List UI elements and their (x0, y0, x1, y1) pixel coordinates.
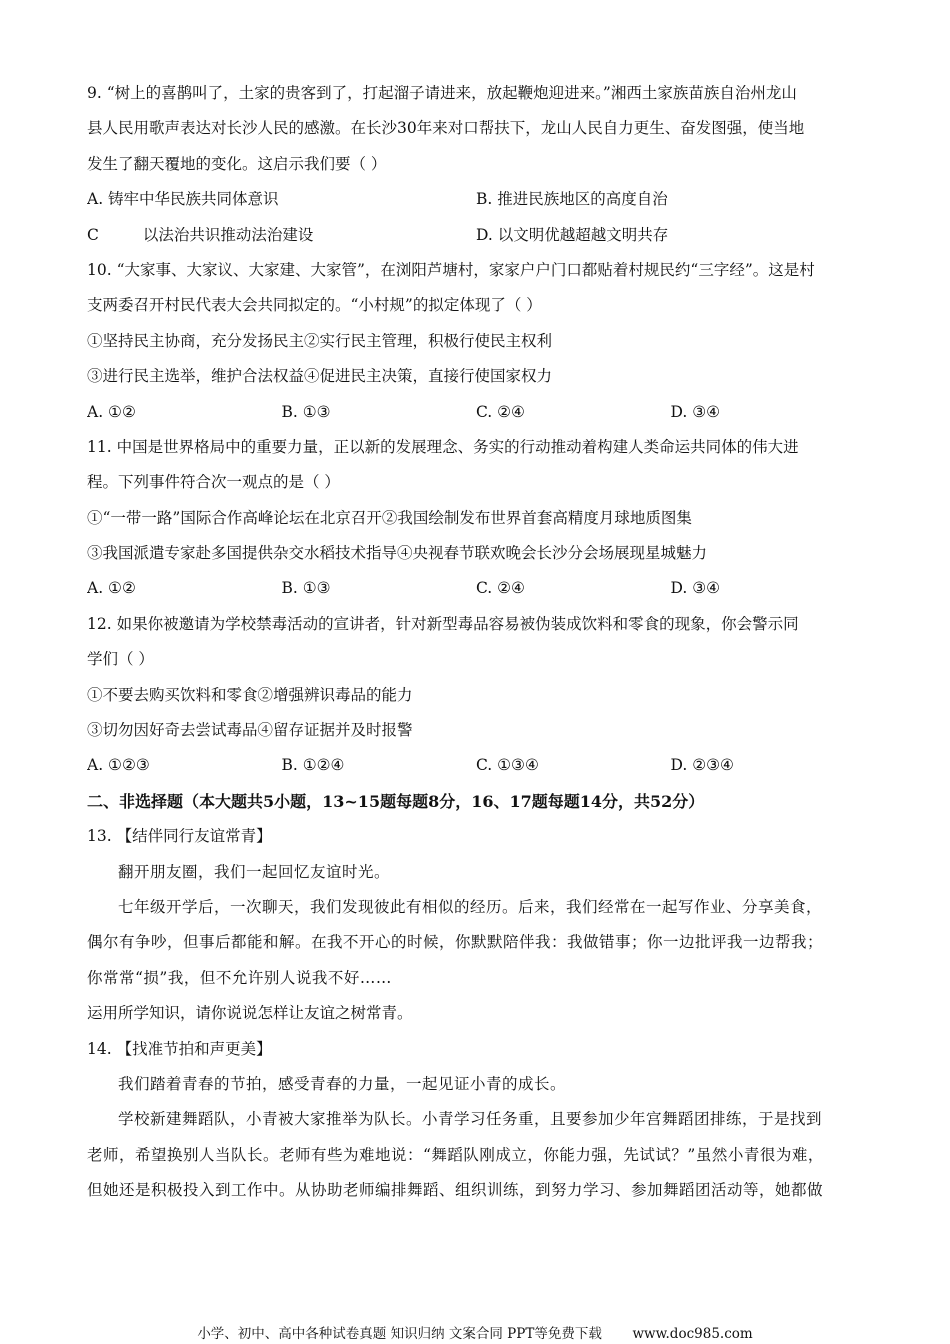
question-stem-line: 10. “大家事、大家议、大家建、大家管”，在浏阳芦塘村，家家户户门口都贴着村规民约“三字经”。这是村 (87, 260, 815, 279)
question-stem-line: 发生了翻天覆地的变化。这启示我们要（ ） (87, 154, 387, 173)
question-stem-line: 12. 如果你被邀请为学校禁毒活动的宣讲者，针对新型毒品容易被伪装成饮料和零食的现象，你会警示同 (87, 614, 799, 633)
section-heading: 二、非选择题（本大题共5小题，13~15题每题8分，16、17题每题14分，共52分） (87, 791, 705, 811)
material-line: 学校新建舞蹈队，小青被大家推举为队长。小青学习任务重，且要参加少年宫舞蹈团排练，于是找到 (118, 1110, 823, 1129)
option-c: C. ②④ (476, 579, 525, 598)
question-10 (87, 253, 865, 430)
option-d: D. 以文明优越超越文明共存 (476, 225, 669, 244)
footer-site-link[interactable]: www.doc985.com (632, 1326, 753, 1342)
material-paragraph: 翻开朋友圈，我们一起回忆友谊时光。 (118, 862, 391, 881)
question-9 (87, 76, 865, 253)
option-a: A. ①② (87, 402, 136, 421)
statement-line: ①不要去购买饮料和零食②增强辨识毒品的能力 (87, 685, 413, 704)
option-b: B. ①③ (281, 579, 331, 598)
footer-text: 小学、初中、高中各种试卷真题 知识归纳 文案合同 PPT等免费下载 (197, 1326, 602, 1342)
options-row (87, 182, 865, 217)
option-a: A. 铸牢中华民族共同体意识 (87, 190, 279, 209)
question-14 (87, 1032, 865, 1209)
options-row (87, 218, 865, 253)
option-a: A. ①②③ (87, 756, 150, 775)
question-11 (87, 430, 865, 607)
option-b: B. ①③ (281, 402, 331, 421)
statement-line: ①坚持民主协商，充分发扬民主②实行民主管理，积极行使民主权利 (87, 331, 553, 350)
question-title: 13. 【结伴同行友谊常青】 (87, 827, 272, 846)
question-prompt: 运用所学知识，请你说说怎样让友谊之树常青。 (87, 1004, 413, 1023)
material-line: 但她还是积极投入到工作中。从协助老师编排舞蹈、组织训练，到努力学习、参加舞蹈团活动等，她都做 (87, 1181, 824, 1200)
material-line: 七年级开学后，一次聊天，我们发现彼此有相似的经历。后来，我们经常在一起写作业、分享美食， (118, 897, 823, 916)
question-13 (87, 819, 865, 1031)
option-c (87, 218, 476, 253)
question-stem-line: 11. 中国是世界格局中的重要力量，正以新的发展理念、务实的行动推动着构建人类命运共同体的伟大进 (87, 437, 799, 456)
material-paragraph: 我们踏着青春的节拍，感受青春的力量，一起见证小青的成长。 (118, 1074, 567, 1093)
option-d: D. ③④ (670, 402, 721, 421)
option-c-letter: C (87, 225, 99, 244)
material-line: 老师，希望换别人当队长。老师有些为难地说：“舞蹈队刚成立，你能力强，先试试？”虽然小青很为难， (87, 1145, 824, 1164)
option-d: D. ②③④ (670, 756, 734, 775)
option-c-text: 以法治共识推动法治建设 (142, 225, 314, 244)
option-c: C. ①③④ (476, 756, 539, 775)
options-row (87, 748, 865, 783)
option-a: A. ①② (87, 579, 136, 598)
question-stem-line: 学们（ ） (87, 650, 154, 669)
question-stem-line: 县人民用歌声表达对长沙人民的感激。在长沙30年来对口帮扶下，龙山人民自力更生、奋发图强，使当地 (87, 119, 805, 138)
material-line: 偶尔有争吵，但事后都能和解。在我不开心的时候，你默默陪伴我：我做错事；你一边批评我一边帮我； (87, 933, 824, 952)
question-title: 14. 【找准节拍和声更美】 (87, 1039, 272, 1058)
question-stem-line: 支两委召开村民代表大会共同拟定的。“小村规”的拟定体现了（ ） (87, 296, 542, 315)
question-stem-line: 程。下列事件符合次一观点的是（ ） (87, 473, 340, 492)
material-line: 你常常“损”我，但不允许别人说我不好…… (87, 968, 392, 987)
exam-page (87, 76, 865, 1209)
page-footer (0, 1322, 950, 1342)
statement-line: ③切勿因好奇去尝试毒品④留存证据并及时报警 (87, 721, 413, 740)
options-row (87, 395, 865, 430)
question-stem-line: 9. “树上的喜鹊叫了，土家的贵客到了，打起溜子请进来，放起鞭炮迎进来。”湘西土家族苗族自治州龙山 (87, 84, 797, 102)
statement-line: ③我国派遣专家赴多国提供杂交水稻技术指导④央视春节联欢晚会长沙分会场展现星城魅力 (87, 544, 708, 563)
statement-line: ③进行民主选举，维护合法权益④促进民主决策，直接行使国家权力 (87, 367, 553, 386)
option-b: B. ①②④ (281, 756, 345, 775)
statement-line: ①“一带一路”国际合作高峰论坛在北京召开②我国绘制发布世界首套高精度月球地质图集 (87, 508, 692, 527)
option-d: D. ③④ (670, 579, 721, 598)
question-12 (87, 607, 865, 784)
option-c: C. ②④ (476, 402, 525, 421)
options-row (87, 571, 865, 606)
option-b: B. 推进民族地区的高度自治 (476, 190, 668, 209)
